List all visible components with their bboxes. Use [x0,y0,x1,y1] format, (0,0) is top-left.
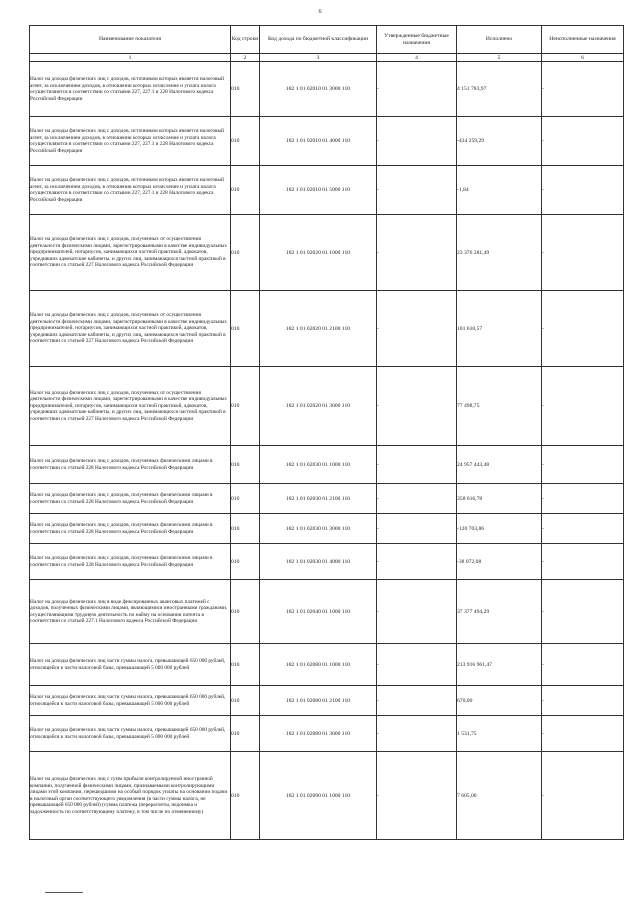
table-row [30,716,624,752]
row-budget-code: 182 1 01 02040 01 1000 110 [260,580,377,644]
row-executed: 101 610,57 [457,291,542,367]
table-row [30,62,624,117]
row-executed: 37 377 494,29 [457,580,542,644]
row-name: Налог на доходы физических лиц с сумм прибыли контролируемой иностранной компании, полученной физическими лицами, признаваемыми контролирующими лицами этой компании, перешедшими на особый порядок уплаты на основании подачи в налоговый орган соответствующего уведомления (в части суммы налога, не превышающей 650 000 рублей) (сумма платежа (перерасчеты, недоимка и задолженность по соответствующему платежу, в том числе по отмененному) [30,752,231,840]
row-name: Налог на доходы физических лиц с доходов, полученных от осуществления деятельности физическими лицами, зарегистрированными в качестве индивидуальных предпринимателей, нотариусов, занимающихся частной практикой, адвокатов, учредивших адвокатские кабинеты, и других лиц, занимающихся частной практикой в соответствии со статьей 227 Налогового кодекса Российской Федерации [30,291,231,367]
row-line-code: 010 [231,166,260,215]
row-executed: -1,84 [457,166,542,215]
row-approved: - [377,291,457,367]
row-line-code: 010 [231,686,260,716]
row-line-code: 010 [231,544,260,580]
table-row [30,686,624,716]
row-approved: - [377,215,457,291]
row-name: Налог на доходы физических лиц с доходов, полученных физическими лицами в соответствии со статьей 228 Налогового кодекса Российской Федерации [30,484,231,514]
row-name: Налог на доходы физических лиц с доходов, полученных физическими лицами в соответствии со статьей 228 Налогового кодекса Российской Федерации [30,446,231,484]
table-row [30,514,624,544]
row-name: Налог на доходы физических лиц с доходов, полученных от осуществления деятельности физическими лицами, зарегистрированными в качестве индивидуальных предпринимателей, нотариусов, занимающихся частной практикой, адвокатов, учредивших адвокатские кабинеты, и других лиц, занимающихся частной практикой в соответствии со статьей 227 Налогового кодекса Российской Федерации [30,367,231,446]
row-executed: 24 957 443,48 [457,446,542,484]
row-executed: -38 072,08 [457,544,542,580]
row-budget-code: 182 1 01 02020 01 1000 110 [260,215,377,291]
row-budget-code: 182 1 01 02030 01 3000 110 [260,514,377,544]
row-line-code: 010 [231,215,260,291]
table-row [30,580,624,644]
row-name: Налог на доходы физических лиц с доходов, полученных физическими лицами в соответствии со статьей 228 Налогового кодекса Российской Федерации [30,514,231,544]
row-unexecuted: - [542,752,624,840]
row-executed: 213 916 961,47 [457,644,542,686]
row-approved: - [377,716,457,752]
row-executed: 670,00 [457,686,542,716]
header-executed: Исполнено [457,26,542,54]
row-unexecuted: - [542,644,624,686]
row-budget-code: 182 1 01 02020 01 2100 110 [260,291,377,367]
row-executed: 358 616,78 [457,484,542,514]
row-executed: 1 531,75 [457,716,542,752]
row-budget-code: 182 1 01 02080 01 2100 110 [260,686,377,716]
row-approved: - [377,644,457,686]
header-unexecuted: Неисполненные назначения [542,26,624,54]
column-numbers-row [30,54,624,62]
row-budget-code: 182 1 01 02030 01 4000 110 [260,544,377,580]
row-executed: 4 151 783,97 [457,62,542,117]
footer-divider [45,892,83,893]
row-name: Налог на доходы физических лиц с доходов, источником которых является налоговый агент, за исключением доходов, в отношении которых исчисление и уплата налога осуществляются в соответствии со статьями 227, 227.1 и 228 Налогового кодекса Российской Федерации [30,166,231,215]
row-line-code: 010 [231,367,260,446]
row-line-code: 010 [231,291,260,367]
row-unexecuted: - [542,117,624,166]
row-name: Налог на доходы физических лиц с доходов, полученных физическими лицами в соответствии со статьей 228 Налогового кодекса Российской Федерации [30,544,231,580]
column-number: 5 [457,54,542,62]
table-row [30,446,624,484]
header-row [30,26,624,54]
row-line-code: 010 [231,716,260,752]
row-executed: 77 498,75 [457,367,542,446]
row-budget-code: 182 1 01 02090 01 1000 110 [260,752,377,840]
row-approved: - [377,686,457,716]
row-name: Налог на доходы физических лиц части суммы налога, превышающей 650 000 рублей, относящейся к части налоговой базы, превышающей 5 000 000 рублей [30,716,231,752]
row-approved: - [377,514,457,544]
row-name: Налог на доходы физических лиц с доходов, полученных от осуществления деятельности физическими лицами, зарегистрированными в качестве индивидуальных предпринимателей, нотариусов, занимающихся частной практикой, адвокатов, учредивших адвокатские кабинеты, и других лиц, занимающихся частной практикой в соответствии со статьей 227 Налогового кодекса Российской Федерации [30,215,231,291]
row-name: Налог на доходы физических лиц части суммы налога, превышающей 650 000 рублей, относящейся к части налоговой базы, превышающей 5 000 000 рублей [30,686,231,716]
column-number: 1 [30,54,231,62]
row-name: Налог на доходы физических лиц с доходов, источником которых является налоговый агент, за исключением доходов, в отношении которых исчисление и уплата налога осуществляются в соответствии со статьями 227, 227.1 и 228 Налогового кодекса Российской Федерации [30,62,231,117]
row-unexecuted: - [542,544,624,580]
row-approved: - [377,544,457,580]
header-name: Наименование показателя [30,26,231,54]
row-approved: - [377,367,457,446]
row-approved: - [377,580,457,644]
row-executed: 23 376 281,49 [457,215,542,291]
table-row [30,117,624,166]
row-name: Налог на доходы физических лиц части суммы налога, превышающей 650 000 рублей, относящейся к части налоговой базы, превышающей 5 000 000 рублей [30,644,231,686]
row-unexecuted: - [542,686,624,716]
row-approved: - [377,484,457,514]
table-row [30,166,624,215]
row-approved: - [377,446,457,484]
row-budget-code: 182 1 01 02010 01 4000 110 [260,117,377,166]
row-budget-code: 182 1 01 02080 01 1000 110 [260,644,377,686]
row-line-code: 010 [231,752,260,840]
row-unexecuted: - [542,514,624,544]
row-unexecuted: - [542,291,624,367]
table-row [30,644,624,686]
row-line-code: 010 [231,644,260,686]
income-report-table [29,25,624,840]
row-unexecuted: - [542,446,624,484]
column-number: 2 [231,54,260,62]
row-budget-code: 182 1 01 02030 01 1000 110 [260,446,377,484]
row-line-code: 010 [231,62,260,117]
row-approved: - [377,62,457,117]
row-line-code: 010 [231,117,260,166]
row-executed: -120 703,86 [457,514,542,544]
table-row [30,752,624,840]
row-line-code: 010 [231,580,260,644]
table-row [30,544,624,580]
header-line-code: Код строки [231,26,260,54]
column-number: 4 [377,54,457,62]
row-line-code: 010 [231,446,260,484]
row-budget-code: 182 1 01 02030 01 2100 110 [260,484,377,514]
row-name: Налог на доходы физических лиц с доходов, источником которых является налоговый агент, за исключением доходов, в отношении которых исчисление и уплата налога осуществляются в соответствии со статьями 227, 227.1 и 228 Налогового кодекса Российской Федерации [30,117,231,166]
row-approved: - [377,117,457,166]
table-row [30,291,624,367]
table-row [30,215,624,291]
row-name: Налог на доходы физических лиц в виде фиксированных авансовых платежей с доходов, полученных физическими лицами, являющимися иностранными гражданами, осуществляющими трудовую деятельность по найму на основании патента в соответствии со статьей 227.1 Налогового кодекса Российской Федерации [30,580,231,644]
row-unexecuted: - [542,215,624,291]
row-budget-code: 182 1 01 02010 01 3000 110 [260,62,377,117]
row-executed: -434 259,29 [457,117,542,166]
row-unexecuted: - [542,580,624,644]
row-budget-code: 182 1 01 02080 01 3000 110 [260,716,377,752]
header-approved: Утвержденные бюджетные назначения [377,26,457,54]
table-body [30,62,624,840]
row-unexecuted: - [542,484,624,514]
column-number: 6 [542,54,624,62]
row-unexecuted: - [542,62,624,117]
row-approved: - [377,752,457,840]
row-unexecuted: - [542,166,624,215]
row-unexecuted: - [542,367,624,446]
row-budget-code: 182 1 01 02020 01 3000 110 [260,367,377,446]
row-line-code: 010 [231,484,260,514]
row-executed: 7 605,00 [457,752,542,840]
page-number: 6 [318,9,322,15]
table-row [30,484,624,514]
row-line-code: 010 [231,514,260,544]
header-budget-code: Код дохода по бюджетной классификации [260,26,377,54]
table-row [30,367,624,446]
row-unexecuted: - [542,716,624,752]
row-budget-code: 182 1 01 02010 01 5000 110 [260,166,377,215]
row-approved: - [377,166,457,215]
column-number: 3 [260,54,377,62]
